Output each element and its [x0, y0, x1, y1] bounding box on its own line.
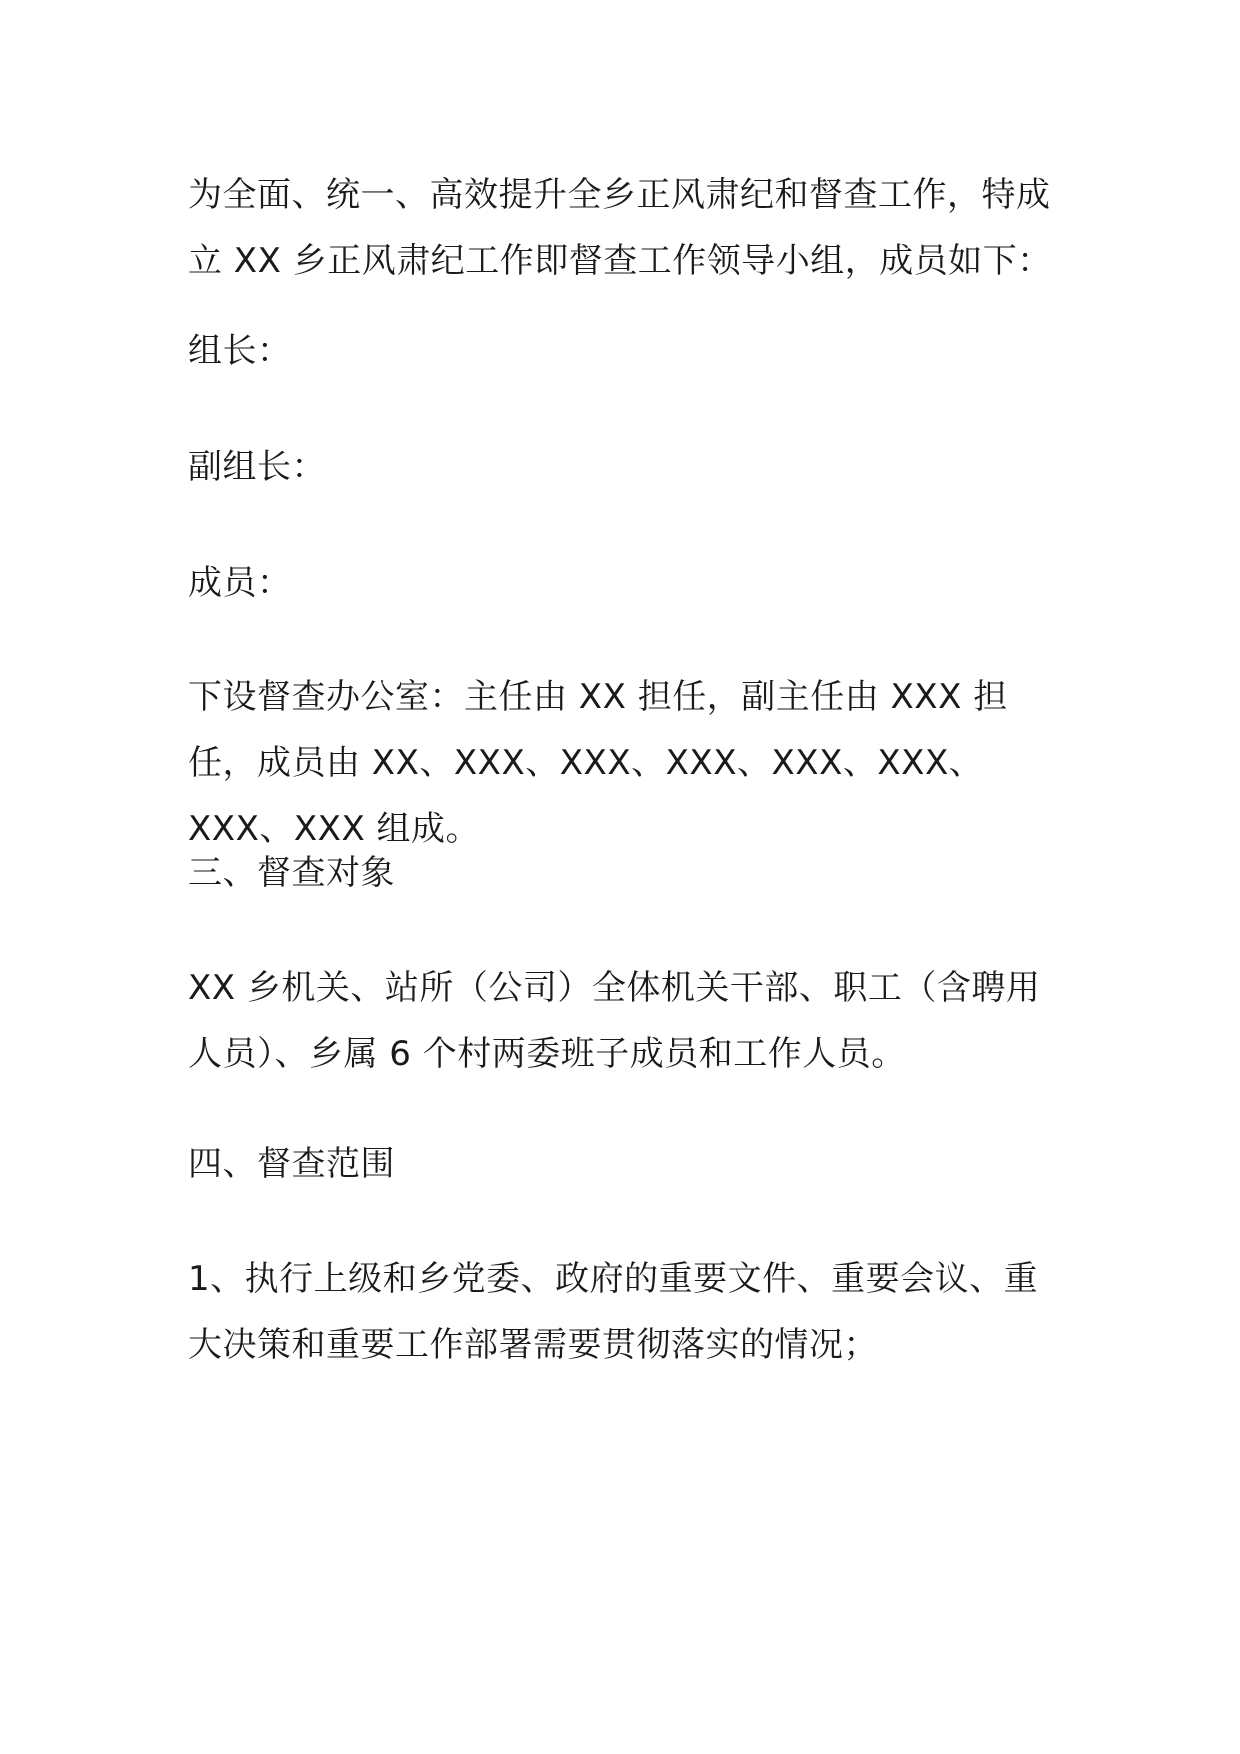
deputy-leader-line: 副组长：	[188, 447, 326, 487]
objects-paragraph: XX 乡机关、站所（公司）全体机关干部、职工（含聘用人员）、乡属 6 个村两委班子成员和工作人员。	[188, 968, 1041, 1074]
intro-paragraph: 为全面、统一、高效提升全乡正风肃纪和督查工作，特成立 XX 乡正风肃纪工作即督查工作领导小组，成员如下：	[188, 175, 1052, 281]
section-heading-objects: 三、督查对象	[188, 853, 395, 893]
leader-line: 组长：	[188, 331, 292, 371]
office-paragraph: 下设督查办公室：主任由 XX 担任，副主任由 XXX 担任，成员由 XX、XXX、XXX、XXX、XXX、XXX、XXX、XXX 组成。	[188, 677, 1008, 849]
scope-item-1: 1、执行上级和乡党委、政府的重要文件、重要会议、重大决策和重要工作部署需要贯彻落实的情况；	[188, 1259, 1039, 1365]
members-line: 成员：	[188, 563, 292, 603]
section-heading-scope: 四、督查范围	[188, 1144, 395, 1184]
